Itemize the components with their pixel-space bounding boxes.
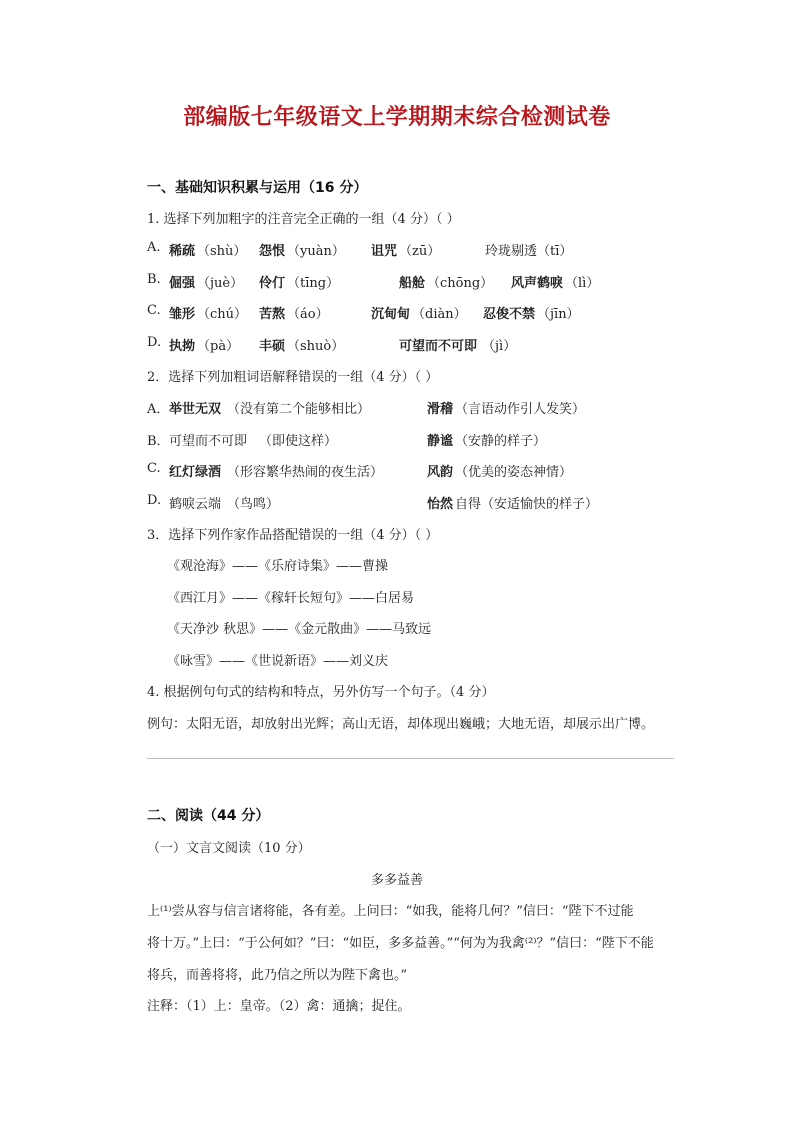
passage-line: 上⁽¹⁾尝从容与信言诸将能，各有差。上问曰：“如我，能将几何？”信曰：“陛下不过能: [147, 904, 634, 919]
option-label: D.: [147, 493, 162, 508]
option-pinyin: （zū）: [399, 244, 441, 259]
passage-note: 注释：（1）上：皇帝。（2）禽：通擒；捉住。: [147, 999, 411, 1014]
option-pinyin: （tīng）: [287, 276, 340, 291]
option-word: 船舱: [399, 276, 426, 291]
option-word: 风声鹤唳: [511, 276, 564, 291]
option-pinyin: （pà）: [197, 339, 240, 354]
option-definition: 自得（安适愉快的样子）: [455, 497, 599, 512]
option-label: C.: [147, 461, 161, 476]
option-word: 诅咒: [371, 244, 398, 259]
option-term: 滑稽: [427, 402, 454, 417]
option-definition: （没有第二个能够相比）: [227, 402, 371, 417]
work-pairing: 《天净沙 秋思》——《金元散曲》——马致远: [167, 622, 432, 637]
option-pinyin: （áo）: [287, 307, 329, 322]
option-pinyin: （jīn）: [537, 307, 580, 322]
question-4-stem: 4. 根据例句句式的结构和特点，另外仿写一个句子。（4 分）: [147, 685, 495, 700]
option-definition: （鸟鸣）: [227, 497, 280, 512]
work-pairing: 《观沧海》——《乐府诗集》——曹操: [167, 559, 389, 574]
option-word: 执拗: [169, 339, 196, 354]
option-word: 苦熬: [259, 307, 286, 322]
option-pinyin: （chú）: [197, 307, 248, 322]
option-pinyin: （chōng）: [427, 276, 494, 291]
option-word: 沉甸甸: [371, 307, 411, 322]
subsection-heading: （一）文言文阅读（10 分）: [147, 841, 311, 856]
option-definition: （即使这样）: [259, 434, 338, 449]
option-pinyin: （lì）: [565, 276, 600, 291]
option-pinyin: （shù）: [197, 244, 247, 259]
question-3-stem: 3．选择下列作家作品搭配错误的一组（4 分）（ ）: [147, 528, 439, 543]
option-word: 丰硕: [259, 339, 286, 354]
example-sentence: 例句：太阳无语，却放射出光辉；高山无语，却体现出巍峨；大地无语，却展示出广博。: [147, 717, 655, 732]
option-word: 倔强: [169, 276, 196, 291]
option-word: 雏形: [169, 307, 196, 322]
option-definition: （优美的姿态神情）: [455, 465, 573, 480]
option-definition: （言语动作引人发笑）: [455, 402, 586, 417]
option-label: C.: [147, 303, 161, 318]
option-label: B．: [147, 434, 170, 449]
option-term: 静谧: [427, 434, 454, 449]
question-2-stem: 2．选择下列加粗词语解释错误的一组（4 分）（ ）: [147, 370, 439, 385]
option-word: 可望而不可即: [399, 339, 478, 354]
option-word: 伶仃: [259, 276, 286, 291]
option-pinyin: （diàn）: [412, 307, 467, 322]
option-term: 风韵: [427, 465, 454, 480]
question-1-stem: 1. 选择下列加粗字的注音完全正确的一组（4 分）（ ）: [147, 212, 460, 227]
option-label: D.: [147, 335, 162, 350]
work-pairing: 《咏雪》——《世说新语》——刘义庆: [167, 654, 389, 669]
passage-line: 将十万。”上曰：“于公何如？”曰：“如臣，多多益善。”“何为为我禽⁽²⁾？”信曰：“陛下不能: [147, 936, 654, 951]
option-word: 怨恨: [259, 244, 286, 259]
page-title: 部编版七年级语文上学期期末综合检测试卷: [183, 105, 611, 130]
option-term: 可望而不可即: [169, 434, 248, 449]
option-definition: （安静的样子）: [455, 434, 547, 449]
option-pinyin: （shuò）: [287, 339, 345, 354]
option-pinyin: （jì）: [482, 339, 517, 354]
option-word: 稀疏: [169, 244, 196, 259]
work-pairing: 《西江月》——《稼轩长短句》——白居易: [167, 591, 415, 606]
option-term: 怡然: [427, 497, 454, 512]
option-definition: （形容繁华热闹的夜生活）: [227, 465, 384, 480]
option-word: 玲珑剔透: [485, 244, 538, 259]
option-pinyin: （juè）: [197, 276, 244, 291]
passage-line: 将兵，而善将将，此乃信之所以为陛下禽也。”: [147, 968, 408, 983]
section-divider: [147, 758, 674, 759]
option-pinyin: （tī）: [537, 244, 573, 259]
option-label: B.: [147, 272, 161, 287]
option-pinyin: （yuàn）: [287, 244, 345, 259]
option-label: A．: [147, 402, 170, 417]
section-heading-basics: 一、基础知识积累与运用（16 分）: [147, 180, 368, 196]
passage-title: 多多益善: [370, 873, 423, 888]
option-label: A.: [147, 240, 161, 255]
option-word: 忍俊不禁: [483, 307, 536, 322]
option-term: 鹤唳云端: [169, 497, 222, 512]
option-term: 举世无双: [169, 402, 222, 417]
section-heading-reading: 二、阅读（44 分）: [147, 808, 270, 824]
option-term: 红灯绿酒: [169, 465, 222, 480]
